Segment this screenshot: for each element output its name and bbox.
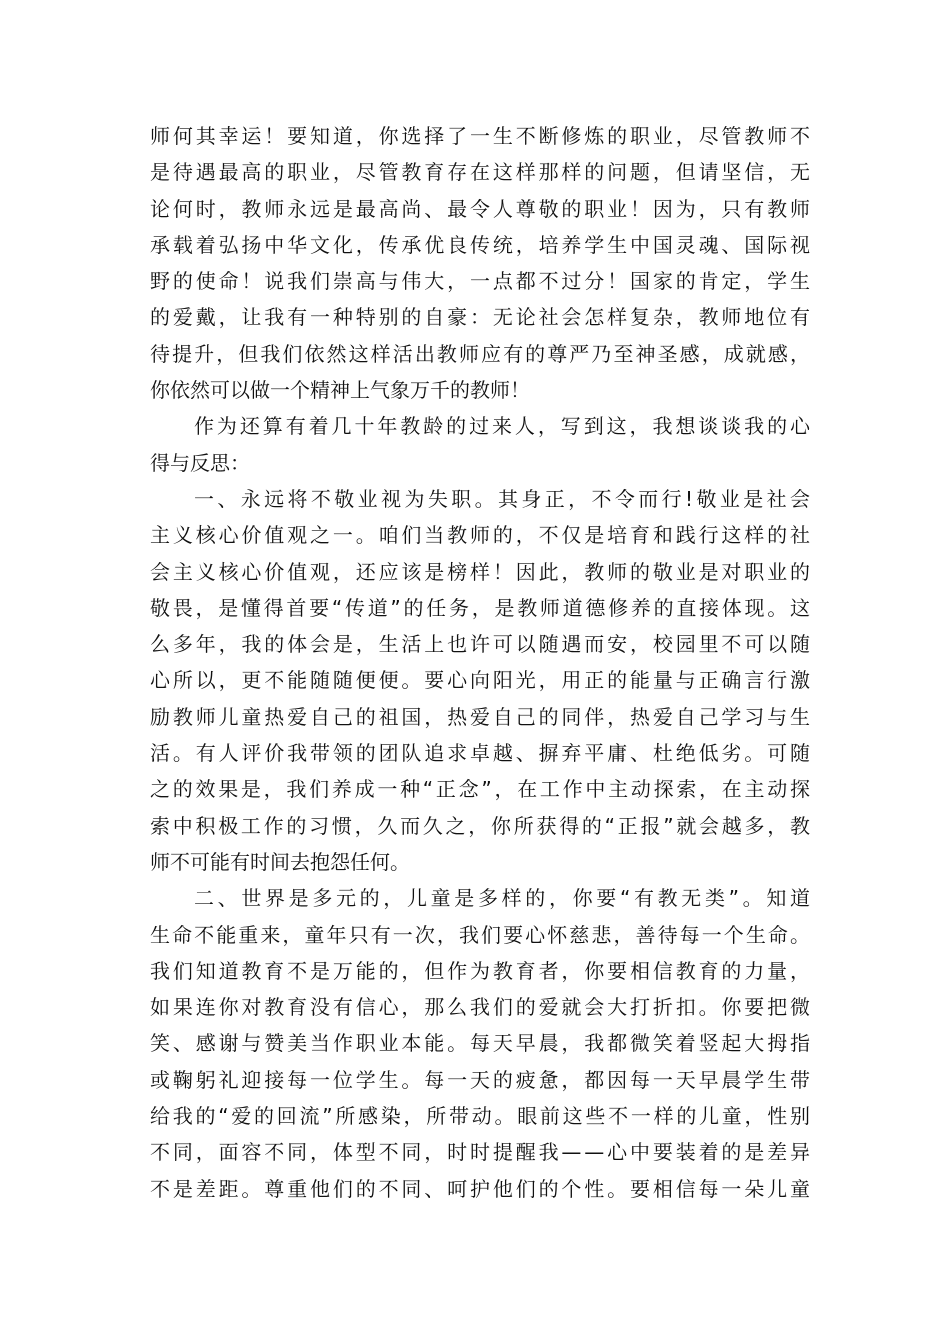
text-line: 敬畏，是懂得首要“传道”的任务，是教师道德修养的直接体现。这 <box>150 595 813 620</box>
text-line: 不是差距。尊重他们的不同、呵护他们的个性。要相信每一朵儿童 <box>150 1176 813 1201</box>
text-line: 索中积极工作的习惯，久而久之，你所获得的“正报”就会越多，教 <box>150 813 813 838</box>
text-line: 师何其幸运！要知道，你选择了一生不断修炼的职业，尽管教师不 <box>150 124 813 148</box>
text-line: 师不可能有时间去抱怨任何。 <box>150 849 410 874</box>
text-line: 么多年，我的体会是，生活上也许可以随遇而安，校园里不可以随 <box>150 632 813 657</box>
text-line: 你依然可以做一个精神上气象万千的教师！ <box>150 378 530 403</box>
text-line: 励教师儿童热爱自己的祖国，热爱自己的同伴，热爱自己学习与生 <box>150 704 813 729</box>
text-line: 活。有人评价我带领的团队追求卓越、摒弃平庸、杜绝低劣。可随 <box>150 741 813 766</box>
text-line: 二、世界是多元的，儿童是多样的，你要“有教无类”。知道 <box>194 886 814 911</box>
text-line: 承载着弘扬中华文化，传承优良传统，培养学生中国灵魂、国际视 <box>150 232 813 257</box>
text-line: 会主义核心价值观，还应该是榜样！因此，教师的敬业是对职业的 <box>150 559 813 584</box>
text-line: 心所以，更不能随随便便。要心向阳光，用正的能量与正确言行激 <box>150 668 813 693</box>
text-line: 生命不能重来，童年只有一次，我们要心怀慈悲，善待每一个生命。 <box>150 922 813 947</box>
text-line: 之的效果是，我们养成一种“正念”，在工作中主动探索，在主动探 <box>150 777 813 802</box>
body-text <box>150 118 814 1207</box>
text-line: 或鞠躬礼迎接每一位学生。每一天的疲惫，都因每一天早晨学生带 <box>150 1067 813 1092</box>
text-line: 的爱戴，让我有一种特别的自豪：无论社会怎样复杂，教师地位有 <box>150 305 813 330</box>
text-line: 是待遇最高的职业，尽管教育存在这样那样的问题，但请坚信，无 <box>150 160 813 185</box>
text-line: 笑、感谢与赞美当作职业本能。每天早晨，我都微笑着竖起大拇指 <box>150 1031 813 1056</box>
text-line: 我们知道教育不是万能的，但作为教育者，你要相信教育的力量， <box>150 958 813 983</box>
text-line: 得与反思： <box>150 450 250 475</box>
text-line: 不同，面容不同，体型不同，时时提醒我——心中要装着的是差异 <box>150 1140 813 1165</box>
text-line: 主义核心价值观之一。咱们当教师的，不仅是培育和践行这样的社 <box>150 523 813 548</box>
text-line: 待提升，但我们依然这样活出教师应有的尊严乃至神圣感，成就感， <box>150 341 813 366</box>
text-line: 作为还算有着几十年教龄的过来人，写到这，我想谈谈我的心 <box>194 414 813 439</box>
text-line: 如果连你对教育没有信心，那么我们的爱就会大打折扣。你要把微 <box>150 995 813 1020</box>
text-line: 野的使命！说我们崇高与伟大，一点都不过分！国家的肯定，学生 <box>150 269 813 294</box>
text-line: 给我的“爱的回流”所感染，所带动。眼前这些不一样的儿童，性别 <box>150 1104 813 1129</box>
text-line: 一、永远将不敬业视为失职。其身正，不令而行!敬业是社会 <box>194 486 814 511</box>
text-line: 论何时，教师永远是最高尚、最令人尊敬的职业！因为，只有教师 <box>150 196 813 221</box>
